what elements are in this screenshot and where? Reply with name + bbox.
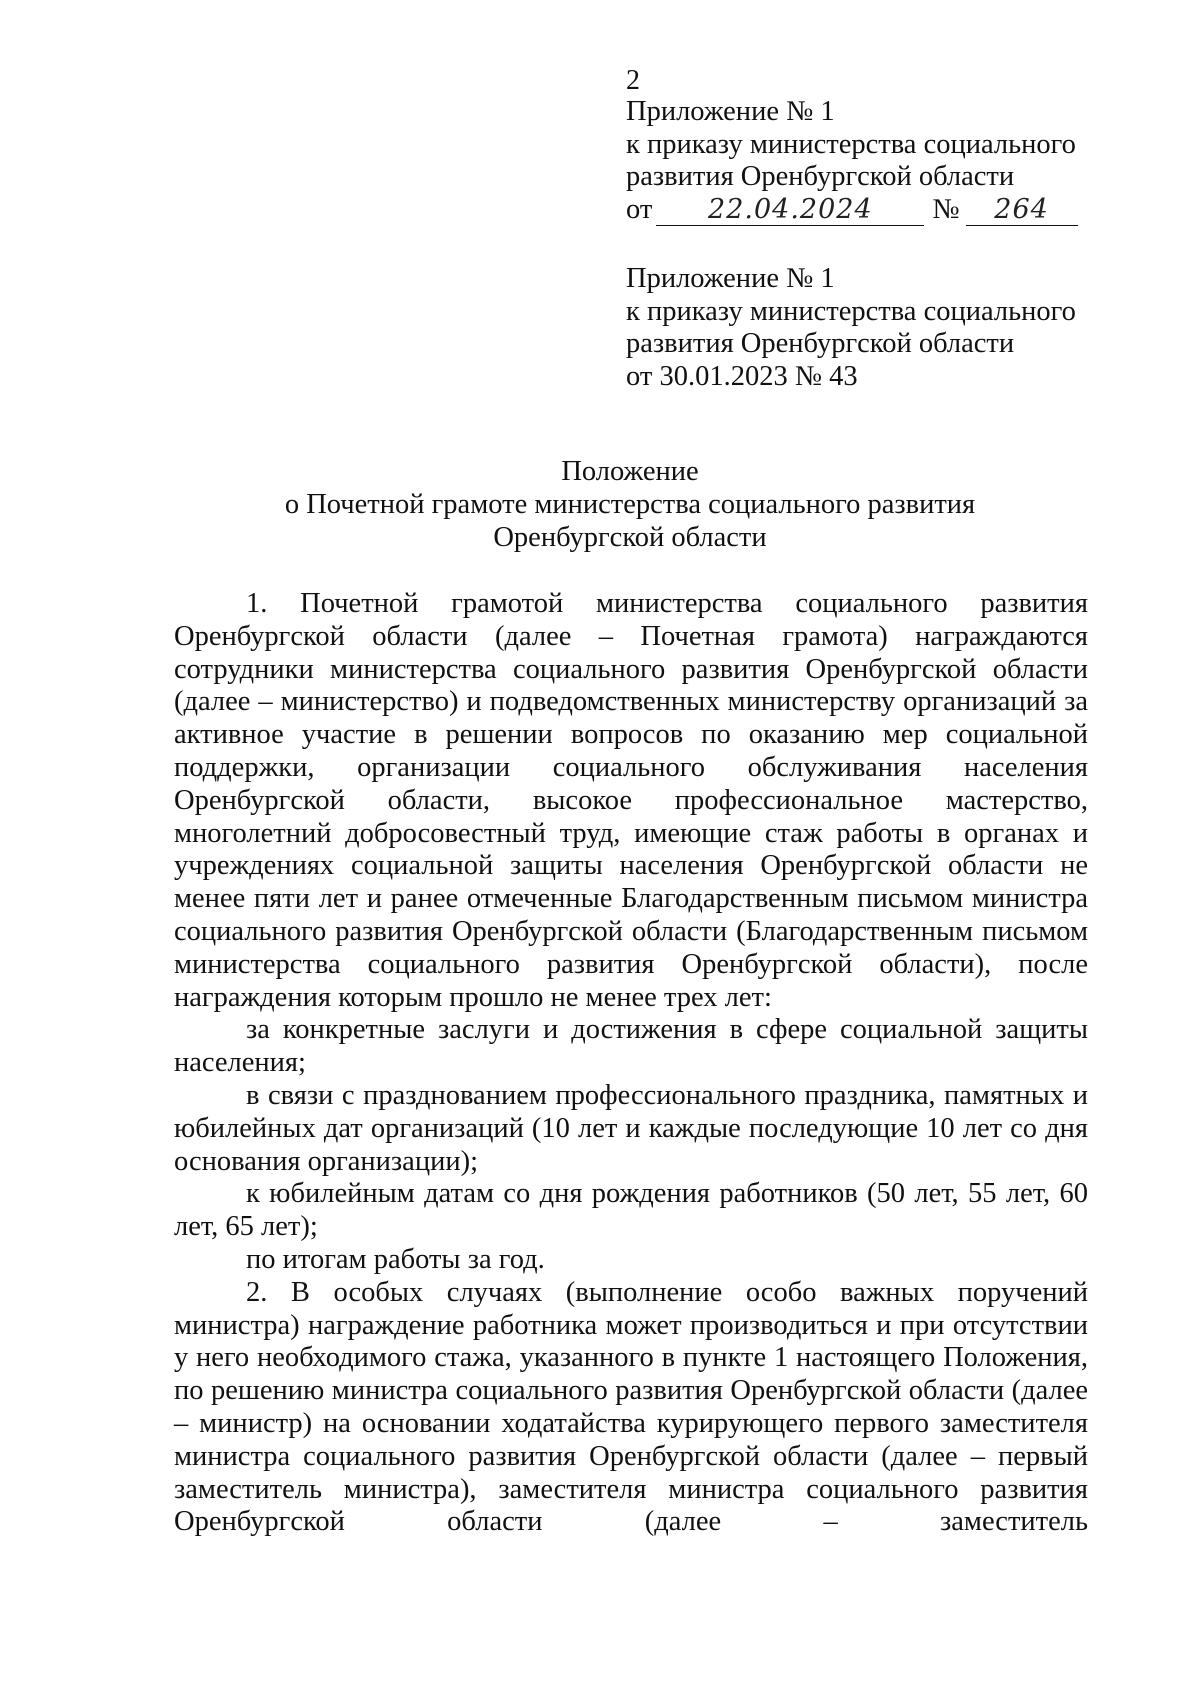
appendix-date-line (626, 194, 1078, 227)
from-label: от (626, 193, 653, 225)
title-line-2: о Почетной грамоте министерства социального развития (284, 489, 976, 520)
appendix-header-new (626, 96, 1078, 226)
appendix-line-order: к приказу министерства социального (626, 128, 1076, 160)
number-label: № (932, 193, 960, 225)
page-number: 2 (626, 65, 640, 96)
handwritten-number: 264 (966, 195, 1078, 226)
appendix-old-line-order: к приказу министерства социального (626, 295, 1076, 327)
handwritten-date: 22.04.2024 (656, 195, 924, 226)
paragraph-1-item-year: по итогам работы за год. (246, 1243, 545, 1275)
paragraph-1: 1. Почетной грамотой министерства социального развития Оренбургской области (далее – Почетная грамота) награждаются сотрудники министерства социального развития Оренбургской области (далее – министерство) и подведомственных министерству организаций за активное участие в решении вопросов по оказанию мер социальной поддержки, организации социального обслуживания населения Оренбургской области, высокое профессиональное мастерство, многолетний добросовестный труд, имеющие стаж работы в органах и учреждениях социальной защиты населения Оренбургской области не менее пяти лет и ранее отмеченные Благодарственным письмом министра социального развития Оренбургской области (Благодарственным письмом министерства социального развития Оренбургской области), после награждения которым прошло не менее трех лет: (174, 588, 1088, 1013)
document-body (174, 588, 1088, 1539)
document-title (140, 455, 1120, 554)
appendix-old-line-ministry: развития Оренбургской области (626, 328, 1015, 359)
paragraph-2: 2. В особых случаях (выполнение особо важных поручений министра) награждение работника может производиться и при отсутствии у него необходимого стажа, указанного в пункте 1 настоящего Положения, по решению министра социального развития Оренбургской области (далее – министр) на основании ходатайства курирующего первого заместителя министра социального развития Оренбургской области (далее – первый заместитель министра), заместителя министра социального развития Оренбургской области (далее – заместитель (174, 1276, 1088, 1538)
appendix-old-line-title: Приложение № 1 (626, 263, 835, 294)
appendix-line-ministry: развития Оренбургской области (626, 161, 1015, 192)
paragraph-1-item-holidays: в связи с празднованием профессионального праздника, памятных и юбилейных дат организаций (10 лет и каждые последующие 10 лет со дня основания организации); (174, 1079, 1088, 1177)
appendix-old-line-date: от 30.01.2023 № 43 (626, 360, 858, 392)
appendix-line-title: Приложение № 1 (626, 96, 835, 127)
paragraph-1-item-merits: за конкретные заслуги и достижения в сфере социальной защиты населения; (174, 1014, 1088, 1079)
title-line-3: Оренбургской области (493, 522, 767, 553)
title-line-1: Положение (561, 456, 699, 487)
paragraph-1-item-birthdays: к юбилейным датам со дня рождения работников (50 лет, 55 лет, 60 лет, 65 лет); (174, 1178, 1088, 1243)
appendix-header-old (626, 263, 1076, 393)
